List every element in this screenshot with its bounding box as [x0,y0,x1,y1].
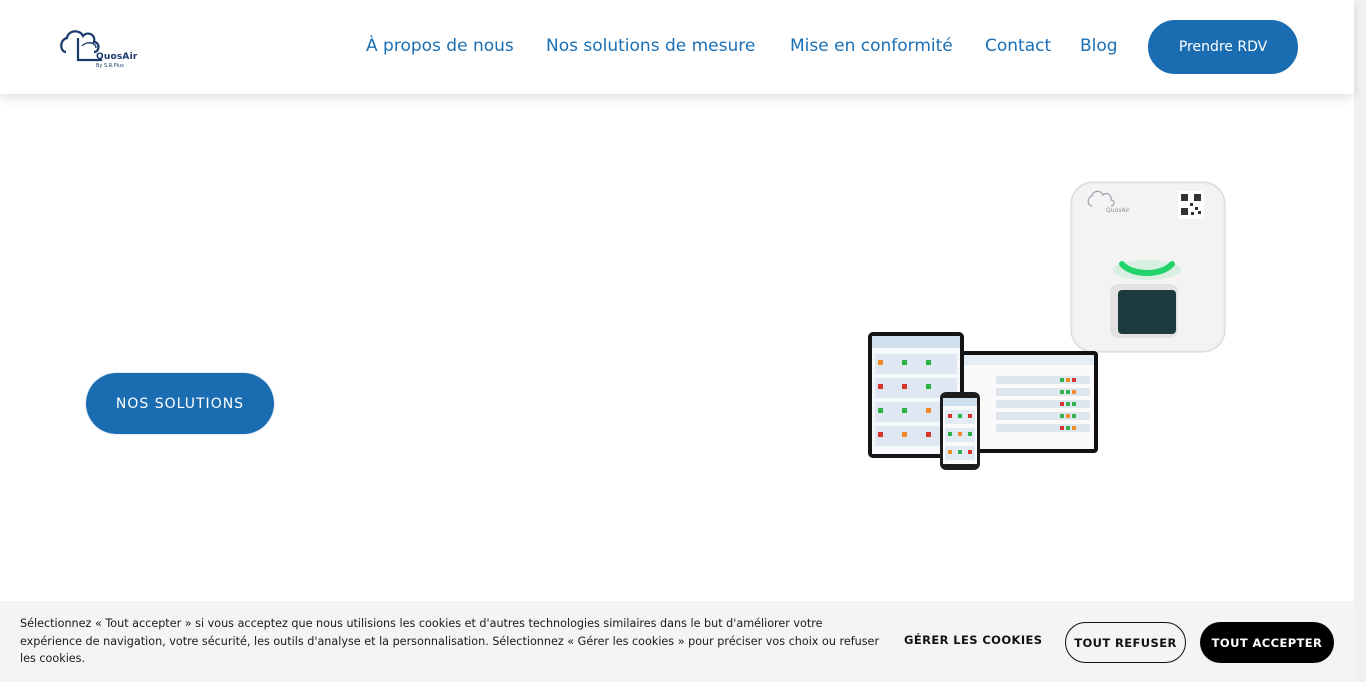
scrollbar[interactable] [1354,0,1366,682]
manage-cookies-button[interactable]: GÉRER LES COOKIES [904,633,1043,647]
product-image [860,176,1240,476]
cookie-banner-text: Sélectionnez « Tout accepter » si vous acceptez que nous utilisions les cookies et d'autres technologies similaires dans le but d'améliorer votre expérience de navigation, votre sécurité, les outils d'analyse et la personnalisation. Sélectionnez « Gérer les cookies » pour préciser vos choix ou refuser les cookies. [20,617,880,665]
cookie-banner [0,601,1354,682]
nav-link-contact[interactable]: Contact [985,36,1052,56]
product-illustration [860,176,1240,476]
logo-tagline: By S.R.Plus [96,63,124,69]
device-brand-label: QuosAir [1106,207,1130,214]
nav-link-blog[interactable]: Blog [1080,36,1118,56]
logo-brand-text: QuosAir [96,52,138,62]
book-appointment-button[interactable]: Prendre RDV [1148,20,1298,74]
nav-link-about[interactable]: À propos de nous [366,36,514,56]
site-header [0,0,1354,94]
accept-all-button[interactable]: TOUT ACCEPTER [1200,622,1334,663]
refuse-all-button[interactable]: TOUT REFUSER [1065,622,1186,663]
solutions-button[interactable]: NOS SOLUTIONS [86,373,274,434]
nav-link-compliance[interactable]: Mise en conformité [790,36,953,56]
nav-link-solutions[interactable]: Nos solutions de mesure [546,36,756,56]
